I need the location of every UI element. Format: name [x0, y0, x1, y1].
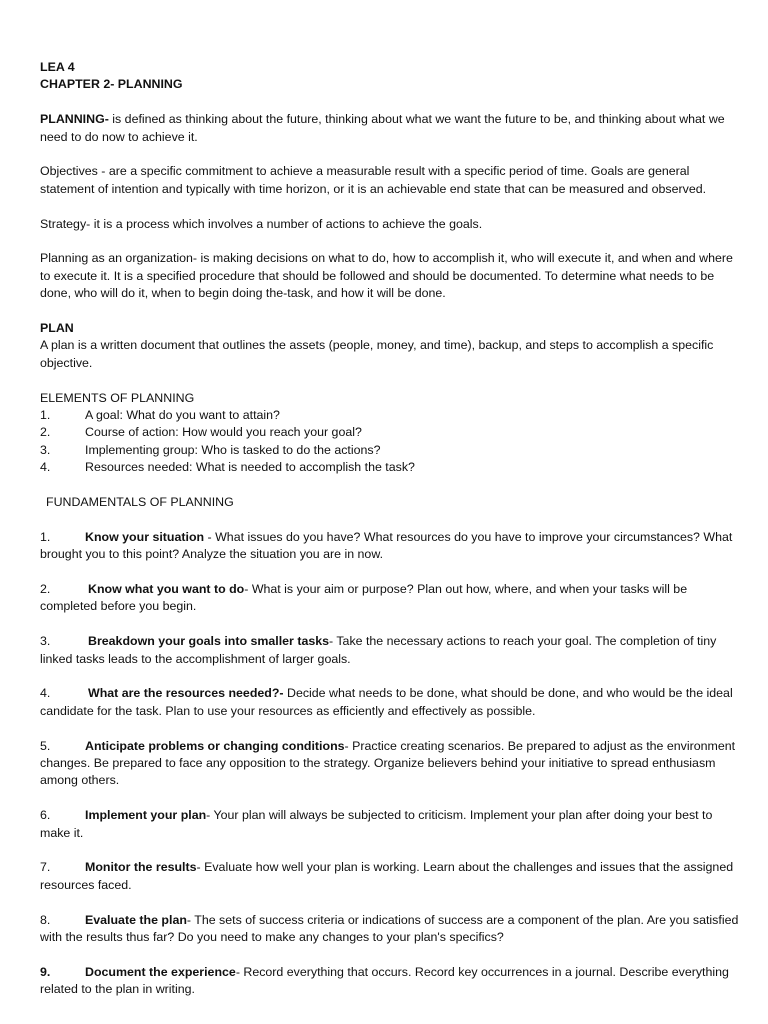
course-code: LEA 4	[40, 60, 75, 74]
list-item-text: A goal: What do you want to attain?	[85, 408, 280, 423]
list-item	[40, 459, 740, 476]
fundamental-item	[40, 581, 740, 616]
fundamental-title: Monitor the results	[85, 860, 197, 875]
list-item-number: 4.	[40, 460, 51, 475]
list-item-number: 2.	[40, 425, 51, 440]
list-item	[40, 407, 740, 424]
fundamental-title: Evaluate the plan	[85, 912, 187, 927]
list-item-text: Course of action: How would you reach your goal?	[85, 425, 362, 440]
planning-term: PLANNING-	[40, 112, 109, 127]
fundamental-item	[40, 859, 740, 894]
fundamental-number: 5.	[40, 738, 51, 753]
fundamental-number: 6.	[40, 808, 51, 823]
fundamental-number: 7.	[40, 860, 51, 875]
planning-definition	[40, 111, 740, 146]
fundamental-number: 9.	[40, 964, 51, 979]
elements-list	[40, 407, 740, 477]
fundamental-number: 2.	[40, 582, 51, 597]
elements-heading: ELEMENTS OF PLANNING	[40, 390, 195, 405]
list-item-number: 1.	[40, 408, 51, 423]
fundamental-item	[40, 529, 740, 564]
fundamentals-list	[40, 529, 740, 999]
fundamental-text: Decide what needs to be done, what should be done, and who would be the ideal candidate for the task. Plan to use your resources as efficiently and effectively as possible.	[40, 686, 733, 718]
list-item	[40, 442, 740, 459]
fundamental-title: Breakdown your goals into smaller tasks	[88, 634, 330, 649]
planning-definition-text: is defined as thinking about the future, thinking about what we want the future to be, and thinking about what we need to do now to achieve it.	[40, 112, 725, 144]
fundamental-title: What are the resources needed?-	[88, 686, 284, 701]
fundamental-text: - Record everything that occurs. Record key occurrences in a journal. Describe everything related to the plan in writing.	[40, 964, 729, 997]
fundamental-title: Anticipate problems or changing conditions	[85, 738, 345, 753]
fundamental-text: - What is your aim or purpose? Plan out how, where, and when your tasks will be completed before you begin.	[40, 582, 688, 614]
fundamental-text: - The sets of success criteria or indications of success are a component of the plan. Are you satisfied with the results thus far? Do you need to make any changes to your plan's specifics?	[40, 912, 739, 945]
fundamental-title: Implement your plan	[85, 808, 207, 823]
fundamental-number: 3.	[40, 634, 51, 649]
fundamental-number: 4.	[40, 686, 51, 701]
fundamental-title: Know what you want to do	[88, 582, 245, 597]
fundamental-title: Know your situation	[85, 529, 205, 544]
strategy-paragraph: Strategy- it is a process which involves a number of actions to achieve the goals.	[40, 216, 483, 231]
fundamental-item	[40, 964, 740, 999]
fundamental-title: Document the experience	[85, 964, 236, 979]
plan-heading: PLAN	[40, 321, 74, 336]
chapter-title: CHAPTER 2- PLANNING	[40, 77, 183, 92]
objectives-paragraph: Objectives - are a specific commitment to achieve a measurable result with a specific period of time. Goals are general statement of intention and typically with time horizon, or it is an achievable end state that can be measured and observed.	[40, 164, 707, 196]
fundamental-text: - Take the necessary actions to reach your goal. The completion of tiny linked tasks leads to the accomplishment of larger goals.	[40, 634, 717, 666]
fundamental-text: - What issues do you have? What resources do you have to improve your circumstances? What brought you to this point? Analyze the situation you are in now.	[40, 529, 733, 562]
fundamental-text: - Evaluate how well your plan is working. Learn about the challenges and issues that the assigned resources faced.	[40, 860, 734, 892]
list-item	[40, 424, 740, 441]
fundamental-item	[40, 633, 740, 668]
fundamental-number: 1.	[40, 529, 51, 544]
fundamental-number: 8.	[40, 912, 51, 927]
fundamental-item	[40, 807, 740, 842]
fundamentals-heading: FUNDAMENTALS OF PLANNING	[46, 495, 234, 510]
plan-paragraph: A plan is a written document that outlines the assets (people, money, and time), backup, and steps to accomplish a specific objective.	[40, 338, 714, 370]
fundamental-text: - Your plan will always be subjected to criticism. Implement your plan after doing your best to make it.	[40, 808, 713, 840]
document-page	[40, 59, 740, 1016]
organization-paragraph: Planning as an organization- is making decisions on what to do, how to accomplish it, who will execute it, and when and where to execute it. It is a specified procedure that should be followed and should be documented. To determine what needs to be done, who will do it, when to begin doing the-task, and how it will be done.	[40, 251, 733, 301]
list-item-number: 3.	[40, 442, 51, 457]
list-item-text: Implementing group: Who is tasked to do the actions?	[85, 442, 381, 457]
list-item-text: Resources needed: What is needed to accomplish the task?	[85, 460, 415, 475]
fundamental-item	[40, 738, 740, 790]
fundamental-item	[40, 685, 740, 720]
fundamental-text: - Practice creating scenarios. Be prepared to adjust as the environment changes. Be prepared to face any opposition to the strategy. Organize believers behind your initiative to spread enthusiasm among others.	[40, 738, 736, 788]
fundamental-item	[40, 912, 740, 947]
